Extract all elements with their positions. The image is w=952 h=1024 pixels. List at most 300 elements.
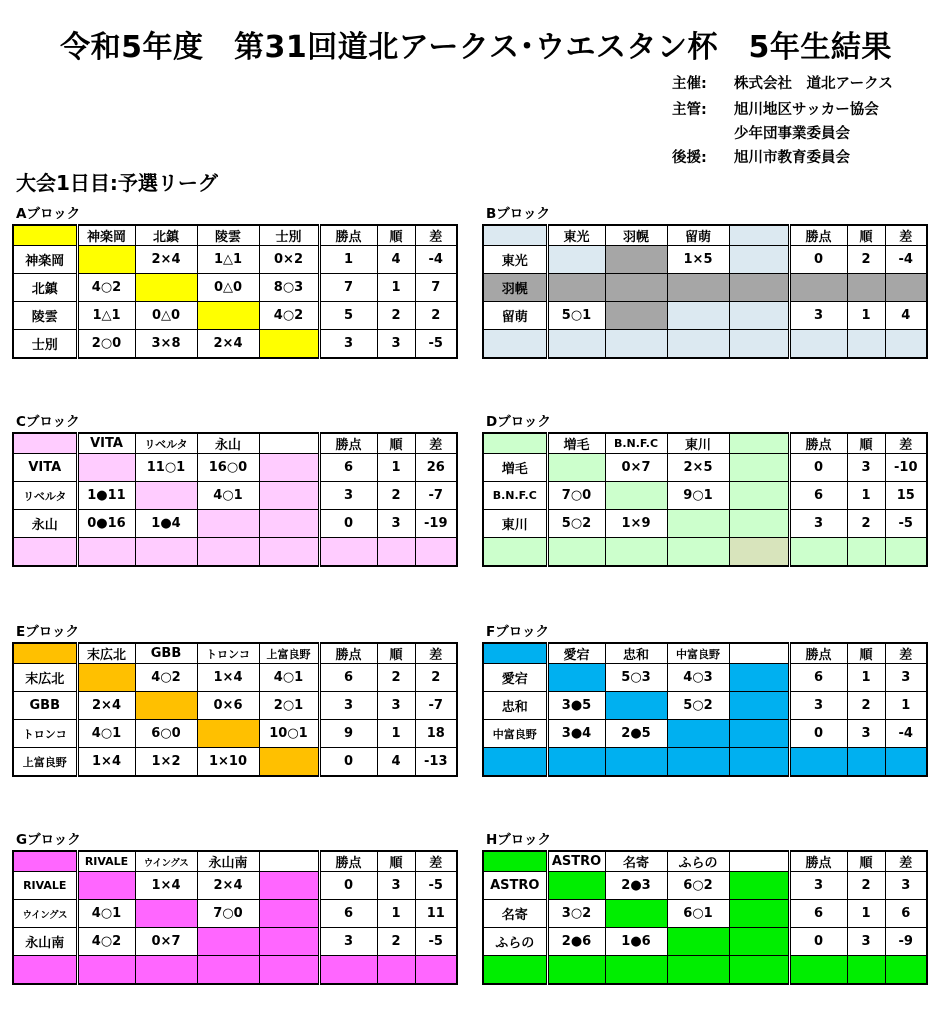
row-team [483,330,547,359]
diff-cell: -10 [885,454,927,482]
diff-cell: 4 [885,302,927,330]
points-cell: 3 [789,872,847,900]
result-cell [547,274,605,302]
result-cell: 1●6 [605,928,667,956]
table-row [483,330,927,359]
diff-cell: -7 [415,692,457,720]
diff-cell: 6 [885,900,927,928]
header-stat: 順 [847,851,885,872]
header-stat: 順 [847,643,885,664]
points-cell: 3 [319,692,377,720]
row-team: 留萌 [483,302,547,330]
header-team [729,643,789,664]
result-cell: 0×6 [197,692,259,720]
table-row [13,482,457,510]
result-cell [605,302,667,330]
table-row [13,330,457,359]
points-cell: 7 [319,274,377,302]
header-row [483,225,927,246]
header-team: ASTRO [547,851,605,872]
rank-cell: 3 [377,510,415,538]
header-team: 永山 [197,433,259,454]
result-cell: 1●4 [135,510,197,538]
block-label-h: Hブロック [486,832,552,848]
diff-cell: -5 [415,330,457,359]
header-team: 東川 [667,433,729,454]
header-team [729,225,789,246]
result-cell: 3●4 [547,720,605,748]
result-cell [547,956,605,985]
table-row [13,872,457,900]
header-team: 忠和 [605,643,667,664]
result-cell [729,482,789,510]
points-cell: 9 [319,720,377,748]
block-table-b [482,224,928,359]
row-team: ふらの [483,928,547,956]
rank-cell [377,956,415,985]
organizer-name-host: 株式会社 道北アークス [734,76,893,92]
header-stat: 勝点 [319,851,377,872]
result-cell: 7○0 [197,900,259,928]
result-cell [729,538,789,567]
header-team: 北鎮 [135,225,197,246]
result-cell [729,720,789,748]
points-cell: 6 [319,664,377,692]
result-cell [547,538,605,567]
result-cell: 1×9 [605,510,667,538]
row-team: 東光 [483,246,547,274]
table-row [13,928,457,956]
header-team: 永山南 [197,851,259,872]
table-row [483,482,927,510]
organizer-name-committee: 少年団事業委員会 [734,126,850,142]
diff-cell: 3 [885,664,927,692]
points-cell: 6 [789,900,847,928]
result-cell [135,538,197,567]
points-cell: 3 [789,510,847,538]
rank-cell [847,274,885,302]
points-cell: 0 [319,872,377,900]
result-cell: 1×4 [135,872,197,900]
result-cell [259,928,319,956]
row-team: B.N.F.C [483,482,547,510]
result-cell: 11○1 [135,454,197,482]
result-cell [77,246,135,274]
result-cell [77,664,135,692]
row-team: リベルタ [13,482,77,510]
table-row [483,900,927,928]
organizer-name-sponsor: 旭川市教育委員会 [734,150,850,166]
rank-cell [847,330,885,359]
result-cell: 0×7 [135,928,197,956]
result-cell [259,510,319,538]
header-team: 増毛 [547,433,605,454]
rank-cell: 2 [847,872,885,900]
diff-cell: -13 [415,748,457,777]
result-cell [667,956,729,985]
corner-cell [13,851,77,872]
row-team: 神楽岡 [13,246,77,274]
diff-cell [885,538,927,567]
result-cell [77,538,135,567]
row-team: VITA [13,454,77,482]
points-cell: 0 [319,510,377,538]
table-row [483,720,927,748]
table-row [13,246,457,274]
header-team [729,851,789,872]
header-stat: 差 [885,225,927,246]
result-cell [729,692,789,720]
table-row [13,900,457,928]
header-team [259,433,319,454]
block-table-e [12,642,458,777]
points-cell: 3 [319,330,377,359]
header-stat: 差 [415,851,457,872]
result-cell [667,510,729,538]
result-cell [259,330,319,359]
corner-cell [483,643,547,664]
header-team: ふらの [667,851,729,872]
block-label-g: Gブロック [16,832,81,848]
table-row [13,720,457,748]
row-team: 増毛 [483,454,547,482]
diff-cell [415,956,457,985]
diff-cell: -19 [415,510,457,538]
block-label-c: Cブロック [16,414,80,430]
result-cell [605,900,667,928]
result-cell [605,274,667,302]
block-label-a: Aブロック [16,206,81,222]
row-team [13,538,77,567]
row-team: 東川 [483,510,547,538]
result-cell [729,900,789,928]
header-team: 羽幌 [605,225,667,246]
result-cell: 2×4 [197,330,259,359]
result-cell [605,748,667,777]
header-team: GBB [135,643,197,664]
result-cell: 10○1 [259,720,319,748]
result-cell [259,872,319,900]
diff-cell: 18 [415,720,457,748]
points-cell: 6 [319,454,377,482]
result-cell: 0×7 [605,454,667,482]
diff-cell [885,748,927,777]
header-team [259,851,319,872]
diff-cell: 15 [885,482,927,510]
result-cell [259,454,319,482]
result-cell: 4○2 [77,928,135,956]
row-team: 士別 [13,330,77,359]
corner-cell [483,225,547,246]
points-cell: 3 [319,482,377,510]
rank-cell: 3 [847,928,885,956]
rank-cell: 1 [377,454,415,482]
header-stat: 勝点 [789,433,847,454]
header-team: 中富良野 [667,643,729,664]
result-cell [547,330,605,359]
result-cell [259,538,319,567]
result-cell: 9○1 [667,482,729,510]
rank-cell: 1 [847,302,885,330]
result-cell [729,330,789,359]
result-cell: 0●16 [77,510,135,538]
block-table-a [12,224,458,359]
row-team: 中富良野 [483,720,547,748]
result-cell [605,330,667,359]
row-team: 末広北 [13,664,77,692]
rank-cell: 2 [377,664,415,692]
section-subtitle: 大会1日目:予選リーグ [16,171,218,195]
result-cell [729,872,789,900]
header-row [13,433,457,454]
result-cell: 4○1 [77,900,135,928]
organizer-role-host: 主催: [672,76,707,92]
row-team: GBB [13,692,77,720]
corner-cell [483,851,547,872]
points-cell: 3 [789,692,847,720]
header-team [729,433,789,454]
rank-cell [847,956,885,985]
result-cell [197,302,259,330]
table-row [483,664,927,692]
result-cell: 4○3 [667,664,729,692]
header-stat: 差 [885,851,927,872]
rank-cell: 1 [377,274,415,302]
result-cell [729,928,789,956]
points-cell: 3 [319,928,377,956]
result-cell [605,246,667,274]
table-row [483,246,927,274]
diff-cell: -4 [415,246,457,274]
result-cell [667,928,729,956]
table-row [13,302,457,330]
diff-cell: -5 [415,928,457,956]
table-row [483,454,927,482]
header-team: 末広北 [77,643,135,664]
result-cell [547,246,605,274]
organizer-role-sponsor: 後援: [672,150,707,166]
result-cell [729,302,789,330]
header-team: 東光 [547,225,605,246]
points-cell [789,956,847,985]
points-cell: 0 [789,454,847,482]
diff-cell [415,538,457,567]
header-stat: 勝点 [789,225,847,246]
points-cell: 0 [319,748,377,777]
result-cell [197,928,259,956]
rank-cell: 3 [377,872,415,900]
result-cell [605,692,667,720]
result-cell: 4○1 [259,664,319,692]
block-table-c [12,432,458,567]
header-team: 名寄 [605,851,667,872]
result-cell [729,274,789,302]
header-team: B.N.F.C [605,433,667,454]
result-cell [547,664,605,692]
result-cell: 1×4 [197,664,259,692]
row-team: ASTRO [483,872,547,900]
result-cell [729,510,789,538]
rank-cell: 1 [847,482,885,510]
table-row [483,538,927,567]
page-title: 令和5年度 第31回道北アークス･ウエスタン杯 5年生結果 [60,30,892,65]
points-cell: 6 [789,482,847,510]
block-label-e: Eブロック [16,624,79,640]
rank-cell: 3 [847,454,885,482]
rank-cell: 2 [847,692,885,720]
header-row [483,643,927,664]
result-cell [547,454,605,482]
table-row [483,510,927,538]
result-cell [729,748,789,777]
row-team: 忠和 [483,692,547,720]
table-row [483,748,927,777]
result-cell: 0×2 [259,246,319,274]
rank-cell: 1 [847,900,885,928]
result-cell [135,900,197,928]
points-cell: 1 [319,246,377,274]
result-cell [259,900,319,928]
header-stat: 順 [847,433,885,454]
table-row [483,302,927,330]
rank-cell [377,538,415,567]
row-team: 永山 [13,510,77,538]
result-cell [729,956,789,985]
diff-cell: 3 [885,872,927,900]
points-cell [789,330,847,359]
block-table-g [12,850,458,985]
result-cell [547,748,605,777]
header-stat: 差 [885,433,927,454]
table-row [483,872,927,900]
header-team: 上富良野 [259,643,319,664]
result-cell [77,872,135,900]
result-cell: 5○2 [667,692,729,720]
result-cell [605,956,667,985]
result-cell: 1×2 [135,748,197,777]
rank-cell: 4 [377,748,415,777]
rank-cell: 1 [377,900,415,928]
result-cell: 2○0 [77,330,135,359]
diff-cell [885,274,927,302]
result-cell [77,956,135,985]
row-team: 北鎮 [13,274,77,302]
result-cell: 1×5 [667,246,729,274]
header-stat: 順 [377,225,415,246]
result-cell [259,956,319,985]
diff-cell: 11 [415,900,457,928]
result-cell [197,510,259,538]
result-cell [259,748,319,777]
points-cell: 3 [789,302,847,330]
header-team: トロンコ [197,643,259,664]
block-table-f [482,642,928,777]
result-cell [667,330,729,359]
result-cell [605,482,667,510]
diff-cell: -5 [415,872,457,900]
diff-cell: -7 [415,482,457,510]
header-stat: 順 [847,225,885,246]
result-cell [77,454,135,482]
rank-cell: 3 [377,330,415,359]
corner-cell [13,225,77,246]
row-team: 羽幌 [483,274,547,302]
block-table-d [482,432,928,567]
result-cell: 8○3 [259,274,319,302]
result-cell: 6○1 [667,900,729,928]
diff-cell: 26 [415,454,457,482]
result-cell: 5○1 [547,302,605,330]
diff-cell: -5 [885,510,927,538]
header-team: 士別 [259,225,319,246]
table-row [483,692,927,720]
rank-cell: 2 [377,482,415,510]
result-cell: 1△1 [197,246,259,274]
points-cell: 6 [789,664,847,692]
result-cell: 1△1 [77,302,135,330]
table-row [13,692,457,720]
result-cell: 3×8 [135,330,197,359]
block-label-d: Dブロック [486,414,551,430]
header-stat: 順 [377,851,415,872]
table-row [13,274,457,302]
header-team: VITA [77,433,135,454]
diff-cell [885,956,927,985]
result-cell: 5○2 [547,510,605,538]
points-cell: 0 [789,720,847,748]
row-team: 愛宕 [483,664,547,692]
result-cell: 1●11 [77,482,135,510]
table-row [483,956,927,985]
result-cell: 16○0 [197,454,259,482]
points-cell [789,748,847,777]
diff-cell: -4 [885,720,927,748]
rank-cell: 2 [377,302,415,330]
result-cell: 0△0 [197,274,259,302]
row-team: ウイングス [13,900,77,928]
table-row [13,538,457,567]
rank-cell: 2 [847,510,885,538]
result-cell: 0△0 [135,302,197,330]
table-row [13,748,457,777]
header-team: 愛宕 [547,643,605,664]
result-cell [667,748,729,777]
row-team [13,956,77,985]
result-cell: 2×4 [77,692,135,720]
result-cell [729,246,789,274]
diff-cell: -9 [885,928,927,956]
header-stat: 勝点 [789,851,847,872]
row-team [483,748,547,777]
result-cell [547,872,605,900]
header-team: 陵雲 [197,225,259,246]
points-cell [789,538,847,567]
row-team: 永山南 [13,928,77,956]
result-cell: 7○0 [547,482,605,510]
header-row [13,643,457,664]
result-cell [259,482,319,510]
diff-cell [885,330,927,359]
result-cell: 6○0 [135,720,197,748]
result-cell [197,956,259,985]
header-team: ウイングス [135,851,197,872]
points-cell [319,538,377,567]
header-row [13,851,457,872]
row-team [483,538,547,567]
table-row [13,956,457,985]
diff-cell: -4 [885,246,927,274]
rank-cell: 2 [377,928,415,956]
